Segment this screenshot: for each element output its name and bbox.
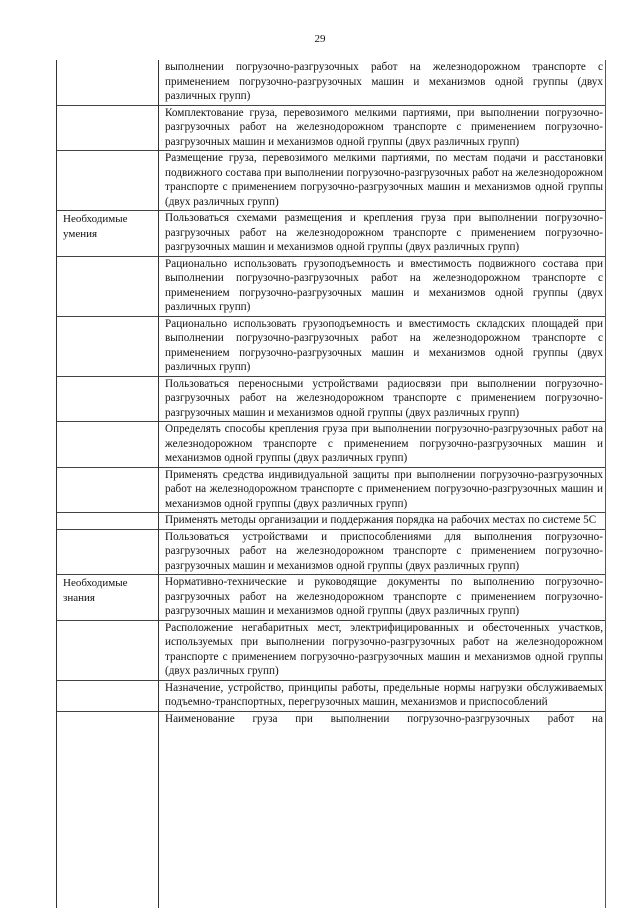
table-row — [57, 529, 605, 575]
table-cell: выполнении погрузочно-разгрузочных работ на железнодорожном транспорте с применением погрузочно-разгрузочных машин и механизмов одной группы (двух различных групп) — [165, 61, 603, 102]
table-row — [57, 60, 605, 105]
table-cell: Расположение негабаритных мест, электрифицированных и обесточенных участков, используемых при выполнении погрузочно-разгрузочных работ на железнодорожном транспорте с применением погрузочно-разгрузочных машин и механизмов одной группы (двух различных групп) — [165, 621, 603, 677]
table-cell: Размещение груза, перевозимого мелкими партиями, по местам подачи и расстановки подвижного состава при выполнении погрузочно-разгрузочных работ на железнодорожном транспорте с применением погрузочно-разгрузочных машин и механизмов одной группы (двух различных групп) — [165, 152, 603, 208]
table-row — [57, 680, 605, 711]
table-cell: Рационально использовать грузоподъемность и вместимость подвижного состава при выполнении погрузочно-разгрузочных работ на железнодорожном транспорте с применением погрузочно-разгрузочных машин и механизмов одной группы (двух различных групп) — [165, 257, 603, 313]
table-cell: Пользоваться схемами размещения и крепления груза при выполнении погрузочно-разгрузочных работ на железнодорожном транспорте с применением погрузочно-разгрузочных машин и механизмов одной группы (двух различных групп) — [165, 212, 603, 253]
requirements-table — [56, 60, 606, 908]
table-row — [57, 467, 605, 513]
table-row — [57, 512, 605, 529]
table-cell: Применять средства индивидуальной защиты при выполнении погрузочно-разгрузочных работ на железнодорожном транспорте с применением погрузочно-разгрузочных машин и механизмов одной группы (двух различных групп) — [165, 468, 603, 510]
table-cell: Применять методы организации и поддержания порядка на рабочих местах по системе 5С — [165, 514, 597, 526]
row-label — [57, 60, 159, 105]
table-row — [57, 620, 605, 680]
table-cell: Определять способы крепления груза при выполнении погрузочно-разгрузочных работ на железнодорожном транспорте с применением погрузочно-разгрузочных машин и механизмов одной группы (двух различных групп) — [165, 423, 603, 464]
table-row — [57, 256, 605, 316]
table-cell: Назначение, устройство, принципы работы, предельные нормы нагрузки обслуживаемых подъемно-транспортных, перегрузочных машин, механизмов и приспособлений — [165, 681, 603, 708]
table-row — [57, 376, 605, 422]
table-row — [57, 105, 605, 151]
table-cell: Пользоваться переносными устройствами радиосвязи при выполнении погрузочно-разгрузочных работ на железнодорожном транспорте с применением погрузочно-разгрузочных машин и механизмов одной группы (двух различных групп) — [165, 377, 603, 419]
page-number: 29 — [314, 33, 326, 45]
table-row — [57, 316, 605, 376]
table-cell: Нормативно-технические и руководящие документы по выполнению погрузочно-разгрузочных работ на железнодорожном транспорте с применением погрузочно-разгрузочных машин и механизмов одной группы (двух различных групп) — [165, 576, 603, 617]
table-row — [57, 210, 605, 256]
table-row — [57, 574, 605, 620]
table-cell: Рационально использовать грузоподъемность и вместимость складских площадей при выполнении погрузочно-разгрузочных работ на железнодорожном транспорте с применением погрузочно-разгрузочных машин и механизмов одной группы (двух различных групп) — [165, 317, 603, 373]
row-label-knowledge: Необходимые знания — [63, 577, 128, 604]
table-cell: Пользоваться устройствами и приспособлениями для выполнения погрузочно-разгрузочных работ на железнодорожном транспорте с применением погрузочно-разгрузочных машин и механизмов одной группы (двух различных групп) — [165, 530, 603, 572]
table-cell: Комплектование груза, перевозимого мелкими партиями, при выполнении погрузочно-разгрузочных работ на железнодорожном транспорте с применением погрузочно-разгрузочных машин и механизмов одной группы (двух различных групп) — [165, 106, 603, 148]
table-row — [57, 421, 605, 467]
table-cell: Наименование груза при выполнении погрузочно-разгрузочных работ на — [165, 712, 603, 725]
table-row — [57, 711, 605, 728]
table-row — [57, 150, 605, 210]
row-label-skills: Необходимые умения — [63, 213, 128, 240]
